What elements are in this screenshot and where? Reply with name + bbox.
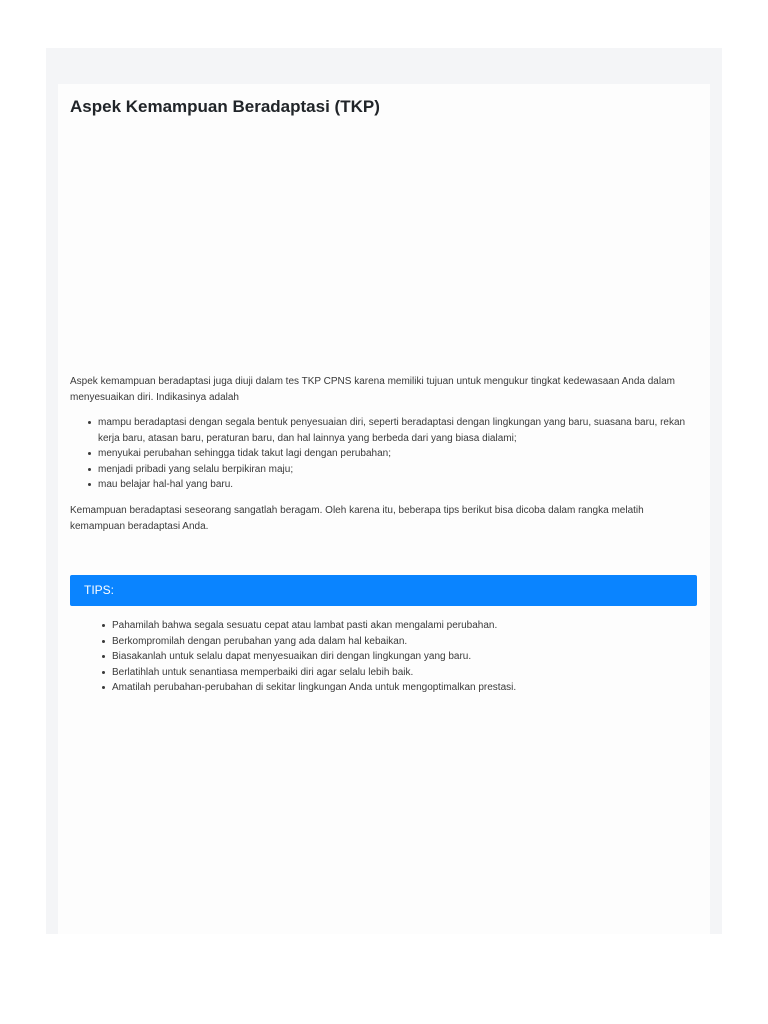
closing-paragraph: Kemampuan beradaptasi seseorang sangatlah beragam. Oleh karena itu, beberapa tips berikut bisa dicoba dalam rangka melatih kemampuan beradaptasi Anda. <box>70 505 644 532</box>
list-item: Pahamilah bahwa segala sesuatu cepat atau lambat pasti akan mengalami perubahan. <box>112 618 692 634</box>
list-item: Berkompromilah dengan perubahan yang ada dalam hal kebaikan. <box>112 634 692 650</box>
list-item: mampu beradaptasi dengan segala bentuk penyesuaian diri, seperti beradaptasi dengan lingkungan yang baru, suasana baru, rekan kerja baru, atasan baru, peraturan baru, dan hal lainnya yang berbeda dari yang biasa dialami; <box>98 415 698 446</box>
indicator-list <box>98 415 698 493</box>
list-item: mau belajar hal-hal yang baru. <box>98 477 698 493</box>
list-item: Amatilah perubahan-perubahan di sekitar lingkungan Anda untuk mengoptimalkan prestasi. <box>112 680 692 696</box>
page-title: Aspek Kemampuan Beradaptasi (TKP) <box>70 97 380 116</box>
article-card <box>58 84 710 934</box>
tips-list <box>112 618 692 696</box>
list-item: Berlatihlah untuk senantiasa memperbaiki diri agar selalu lebih baik. <box>112 665 692 681</box>
intro-paragraph: Aspek kemampuan beradaptasi juga diuji dalam tes TKP CPNS karena memiliki tujuan untuk mengukur tingkat kedewasaan Anda dalam menyesuaikan diri. Indikasinya adalah <box>70 376 675 403</box>
list-item: Biasakanlah untuk selalu dapat menyesuaikan diri dengan lingkungan yang baru. <box>112 649 692 665</box>
tips-header: TIPS: <box>70 575 697 606</box>
list-item: menjadi pribadi yang selalu berpikiran maju; <box>98 462 698 478</box>
list-item: menyukai perubahan sehingga tidak takut lagi dengan perubahan; <box>98 446 698 462</box>
